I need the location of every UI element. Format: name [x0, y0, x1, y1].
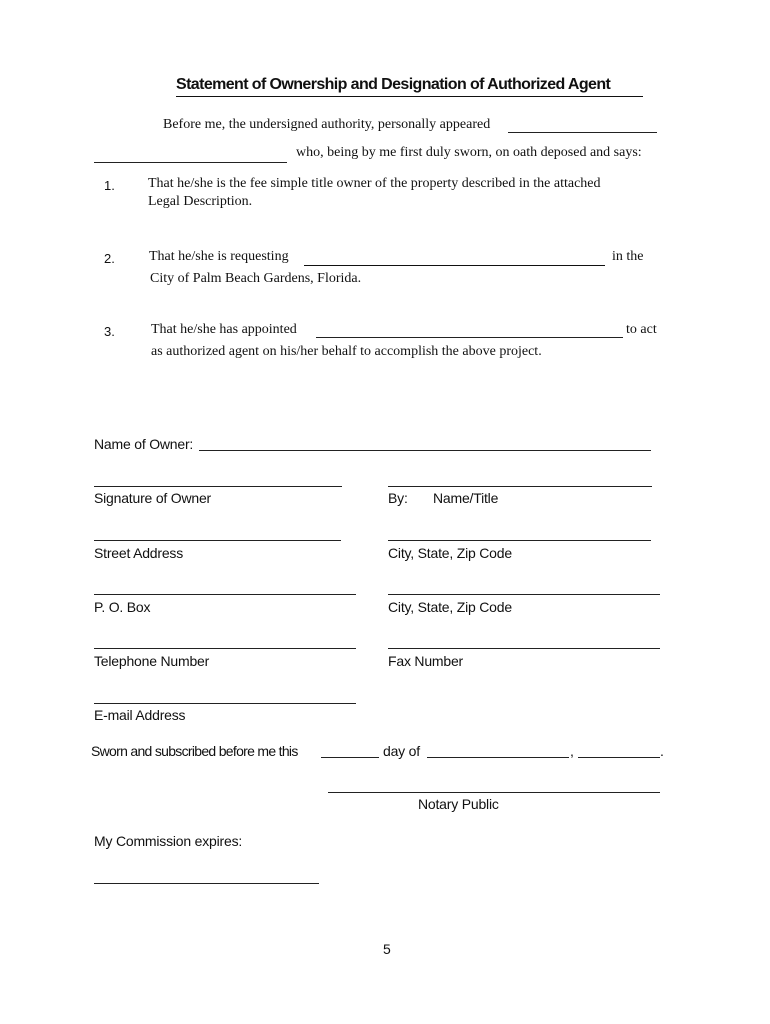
city-state-zip-label-1: City, State, Zip Code: [388, 545, 512, 561]
day-of-text: day of: [383, 743, 420, 759]
intro-line-1: Before me, the undersigned authority, personally appeared: [163, 117, 491, 132]
city-state-zip-label-2: City, State, Zip Code: [388, 599, 512, 615]
signature-of-owner-field[interactable]: [94, 486, 342, 487]
email-address-field[interactable]: [94, 703, 356, 704]
po-box-label: P. O. Box: [94, 599, 151, 615]
notary-public-label: Notary Public: [418, 796, 499, 812]
form-title: Statement of Ownership and Designation of Authorized Agent: [176, 76, 611, 93]
sworn-day-field[interactable]: [321, 757, 379, 758]
by-label: By:: [388, 490, 408, 506]
commission-expires-field[interactable]: [94, 883, 319, 884]
item-2-after-blank: in the: [612, 249, 644, 264]
item-2-number: 2.: [104, 251, 115, 266]
item-3-line-2: as authorized agent on his/her behalf to accomplish the above project.: [151, 344, 542, 359]
street-address-label: Street Address: [94, 545, 184, 561]
title-underline: [176, 96, 643, 97]
item-1-line-1: That he/she is the fee simple title owner of the property described in the attached: [148, 176, 601, 191]
name-title-label: Name/Title: [433, 490, 499, 506]
fax-number-label: Fax Number: [388, 653, 464, 669]
name-of-owner-field[interactable]: [199, 450, 651, 451]
sworn-month-field[interactable]: [427, 757, 569, 758]
item-1-line-2: Legal Description.: [148, 194, 253, 209]
item-2-line-2: City of Palm Beach Gardens, Florida.: [150, 271, 362, 286]
appeared-name-field[interactable]: [508, 132, 657, 133]
item-1-number: 1.: [104, 178, 115, 193]
page-number: 5: [383, 941, 391, 957]
intro-line-2: who, being by me first duly sworn, on oath deposed and says:: [296, 145, 642, 160]
item-3-line-1: That he/she has appointed: [151, 322, 297, 337]
email-address-label: E-mail Address: [94, 707, 186, 723]
sworn-text: Sworn and subscribed before me this: [91, 743, 298, 759]
appeared-name-field-continued[interactable]: [94, 162, 287, 163]
notary-signature-field[interactable]: [328, 792, 660, 793]
city-state-zip-field-1[interactable]: [388, 540, 651, 541]
fax-number-field[interactable]: [388, 648, 660, 649]
sworn-year-field[interactable]: [578, 757, 660, 758]
agent-field[interactable]: [316, 337, 623, 338]
po-box-field[interactable]: [94, 594, 356, 595]
item-2-line-1: That he/she is requesting: [149, 249, 289, 264]
signature-of-owner-label: Signature of Owner: [94, 490, 212, 506]
sworn-period: .: [660, 743, 664, 759]
street-address-field[interactable]: [94, 540, 341, 541]
telephone-number-field[interactable]: [94, 648, 356, 649]
name-of-owner-label: Name of Owner:: [94, 436, 194, 452]
name-title-field[interactable]: [388, 486, 652, 487]
item-3-after-blank: to act: [626, 322, 657, 337]
commission-expires-label: My Commission expires:: [94, 833, 243, 849]
telephone-number-label: Telephone Number: [94, 653, 210, 669]
request-field[interactable]: [304, 265, 605, 266]
city-state-zip-field-2[interactable]: [388, 594, 660, 595]
sworn-comma: ,: [570, 743, 574, 759]
item-3-number: 3.: [104, 324, 115, 339]
